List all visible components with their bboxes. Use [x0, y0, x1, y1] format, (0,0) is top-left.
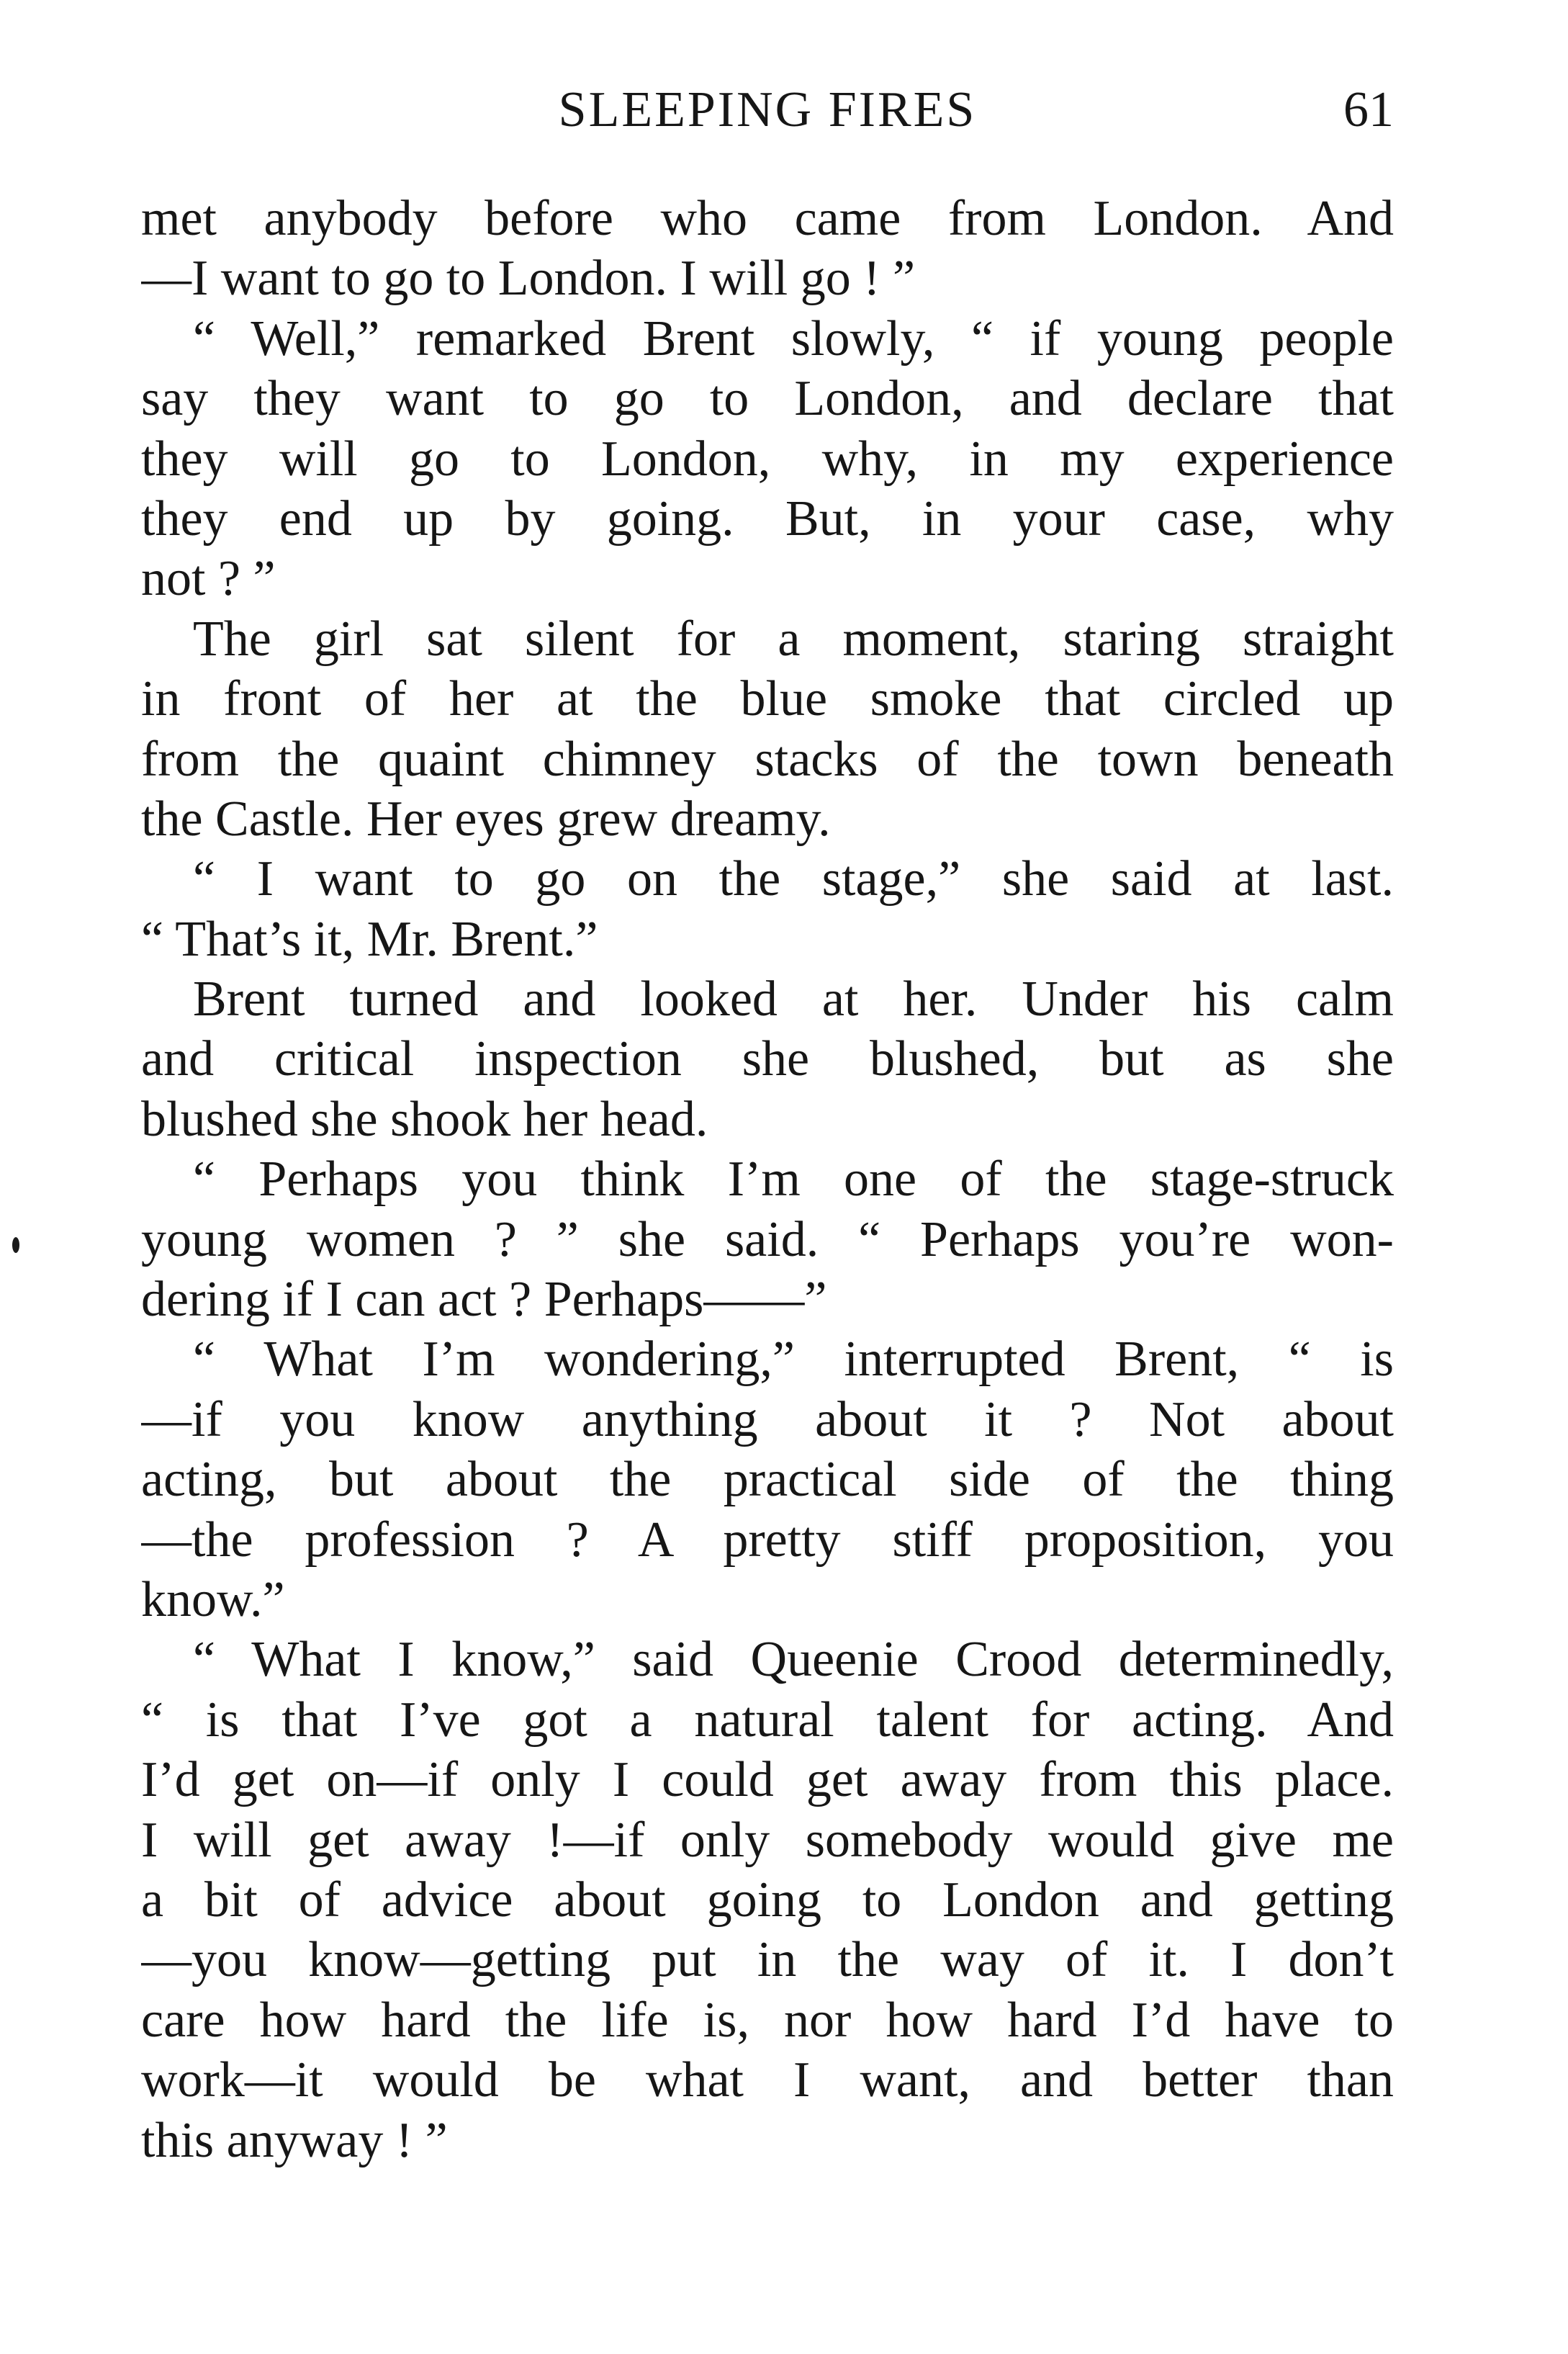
text-line: The girl sat silent for a moment, staring straight — [193, 611, 1394, 667]
text-line: care how hard the life is, nor how hard I’d have to — [141, 1992, 1394, 2048]
text-line: acting, but about the practical side of the thing — [141, 1452, 1394, 1508]
text-line: —the profession ? A pretty stiff proposition, you — [141, 1511, 1394, 1568]
text-line: blushed she shook her head. — [141, 1091, 708, 1147]
text-line: from the quaint chimney stacks of the town beneath — [141, 731, 1394, 787]
text-line: “ Well,” remarked Brent slowly, “ if young people — [193, 310, 1394, 367]
text-line: this anyway ! ” — [141, 2112, 448, 2168]
text-line: “ That’s it, Mr. Brent.” — [141, 911, 598, 967]
text-line: work—it would be what I want, and better than — [141, 2052, 1394, 2108]
text-line: know.” — [141, 1571, 285, 1627]
text-line: young women ? ” she said. “ Perhaps you’re won- — [141, 1211, 1394, 1267]
text-line: —you know—getting put in the way of it. I don’t — [141, 1932, 1394, 1988]
body-text — [141, 189, 1394, 2170]
text-line: —I want to go to London. I will go ! ” — [141, 251, 916, 307]
text-line: I’d get on—if only I could get away from this place. — [141, 1752, 1394, 1808]
text-line: and critical inspection she blushed, but as she — [141, 1031, 1394, 1087]
text-line: “ What I’m wondering,” interrupted Brent, “ is — [193, 1331, 1394, 1388]
text-line: I will get away !—if only somebody would give me — [141, 1812, 1394, 1868]
text-line: “ Perhaps you think I’m one of the stage-struck — [193, 1151, 1394, 1208]
running-head — [141, 78, 1394, 143]
text-line: a bit of advice about going to London and getting — [141, 1872, 1394, 1928]
running-title: SLEEPING FIRES — [558, 82, 977, 138]
text-line: they will go to London, why, in my experience — [141, 431, 1394, 487]
text-line: —if you know anything about it ? Not about — [141, 1391, 1394, 1447]
ink-speck — [12, 1237, 19, 1253]
text-line: “ is that I’ve got a natural talent for acting. And — [141, 1692, 1394, 1748]
text-line: “ What I know,” said Queenie Crood determinedly, — [193, 1632, 1394, 1688]
text-line: dering if I can act ? Perhaps——” — [141, 1272, 827, 1328]
text-line: not ? ” — [141, 551, 276, 607]
text-line: “ I want to go on the stage,” she said at last. — [193, 851, 1394, 907]
text-line: the Castle. Her eyes grew dreamy. — [141, 791, 831, 847]
page-number: 61 — [1343, 82, 1394, 138]
text-line: in front of her at the blue smoke that circled up — [141, 671, 1394, 727]
text-line: they end up by going. But, in your case, why — [141, 490, 1394, 547]
text-line: met anybody before who came from London. And — [141, 191, 1394, 246]
text-line: say they want to go to London, and declare that — [141, 371, 1394, 427]
text-line: Brent turned and looked at her. Under his calm — [193, 971, 1394, 1028]
